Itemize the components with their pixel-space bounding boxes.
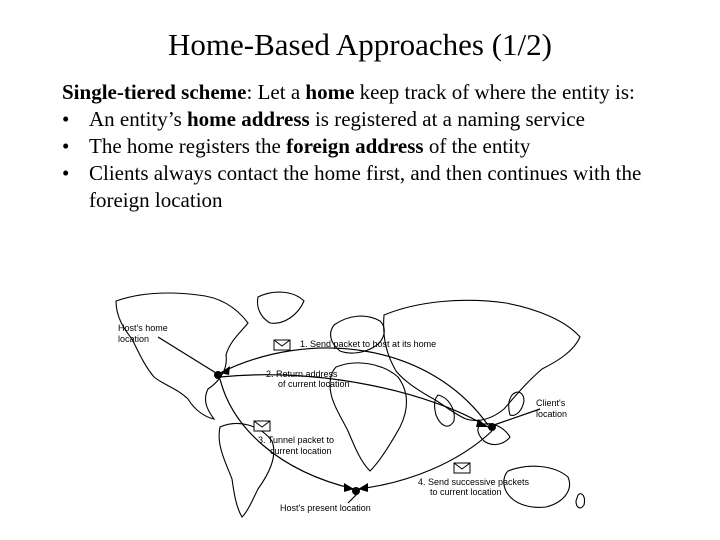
step4-label-line1: 4. Send successive packets xyxy=(418,477,530,487)
client-dot xyxy=(488,423,496,431)
present-location-dot xyxy=(352,487,360,495)
envelope-icon xyxy=(454,463,470,473)
arc-send-to-home xyxy=(220,348,488,425)
bullet-marker: • xyxy=(62,134,70,158)
bullet-post: of the entity xyxy=(423,134,531,158)
step2-label-line1: 2. Return address xyxy=(266,369,338,379)
intro-text-1: : Let a xyxy=(246,80,306,104)
bullet-bold: foreign address xyxy=(286,134,424,158)
bullet-pre: An entity’s xyxy=(89,107,187,131)
greenland-outline xyxy=(258,292,305,323)
envelope-icon xyxy=(254,421,270,431)
bullet-marker: • xyxy=(62,107,70,131)
host-home-label-line1: Host's home xyxy=(118,323,168,333)
slide-body xyxy=(62,79,702,214)
host-home-dot xyxy=(214,371,222,379)
bullet-bold: home address xyxy=(187,107,310,131)
envelope-icon xyxy=(274,340,290,350)
intro-text-2: keep track of where the entity is: xyxy=(354,80,635,104)
home-based-diagram xyxy=(108,285,588,520)
bullet-pre: Clients always contact the home first, and then continues with the foreign location xyxy=(89,161,642,212)
arc-tunnel xyxy=(220,379,354,489)
host-home-label-line2: location xyxy=(118,334,150,344)
bullet-list xyxy=(62,106,702,214)
present-location-label: Host's present location xyxy=(280,503,371,513)
bullet-post: is registered at a naming service xyxy=(309,107,585,131)
client-label-line1: Client's xyxy=(536,398,566,408)
step4-label-line2: to current location xyxy=(430,487,502,497)
step1-label: 1. Send packet to host at its home xyxy=(300,339,437,349)
bullet-pre: The home registers the xyxy=(89,134,287,158)
step3-label-line1: 3. Tunnel packet to xyxy=(258,435,335,445)
step2-label-line2: of current location xyxy=(278,379,350,389)
north-america-outline xyxy=(116,293,248,419)
client-label-line2: location xyxy=(536,409,568,419)
slide-title: Home-Based Approaches (1/2) xyxy=(168,27,552,62)
step3-label-line2: current location xyxy=(270,446,332,456)
intro-home-bold: home xyxy=(305,80,355,104)
intro-lead-bold: Single-tiered scheme xyxy=(62,80,247,104)
new-zealand-outline xyxy=(576,494,585,508)
intro-paragraph xyxy=(62,79,702,106)
bullet-marker: • xyxy=(62,161,70,185)
bullet-item xyxy=(62,106,702,133)
pointer-host-home xyxy=(158,337,216,373)
bullet-item xyxy=(62,133,702,160)
bullet-item xyxy=(62,160,702,214)
